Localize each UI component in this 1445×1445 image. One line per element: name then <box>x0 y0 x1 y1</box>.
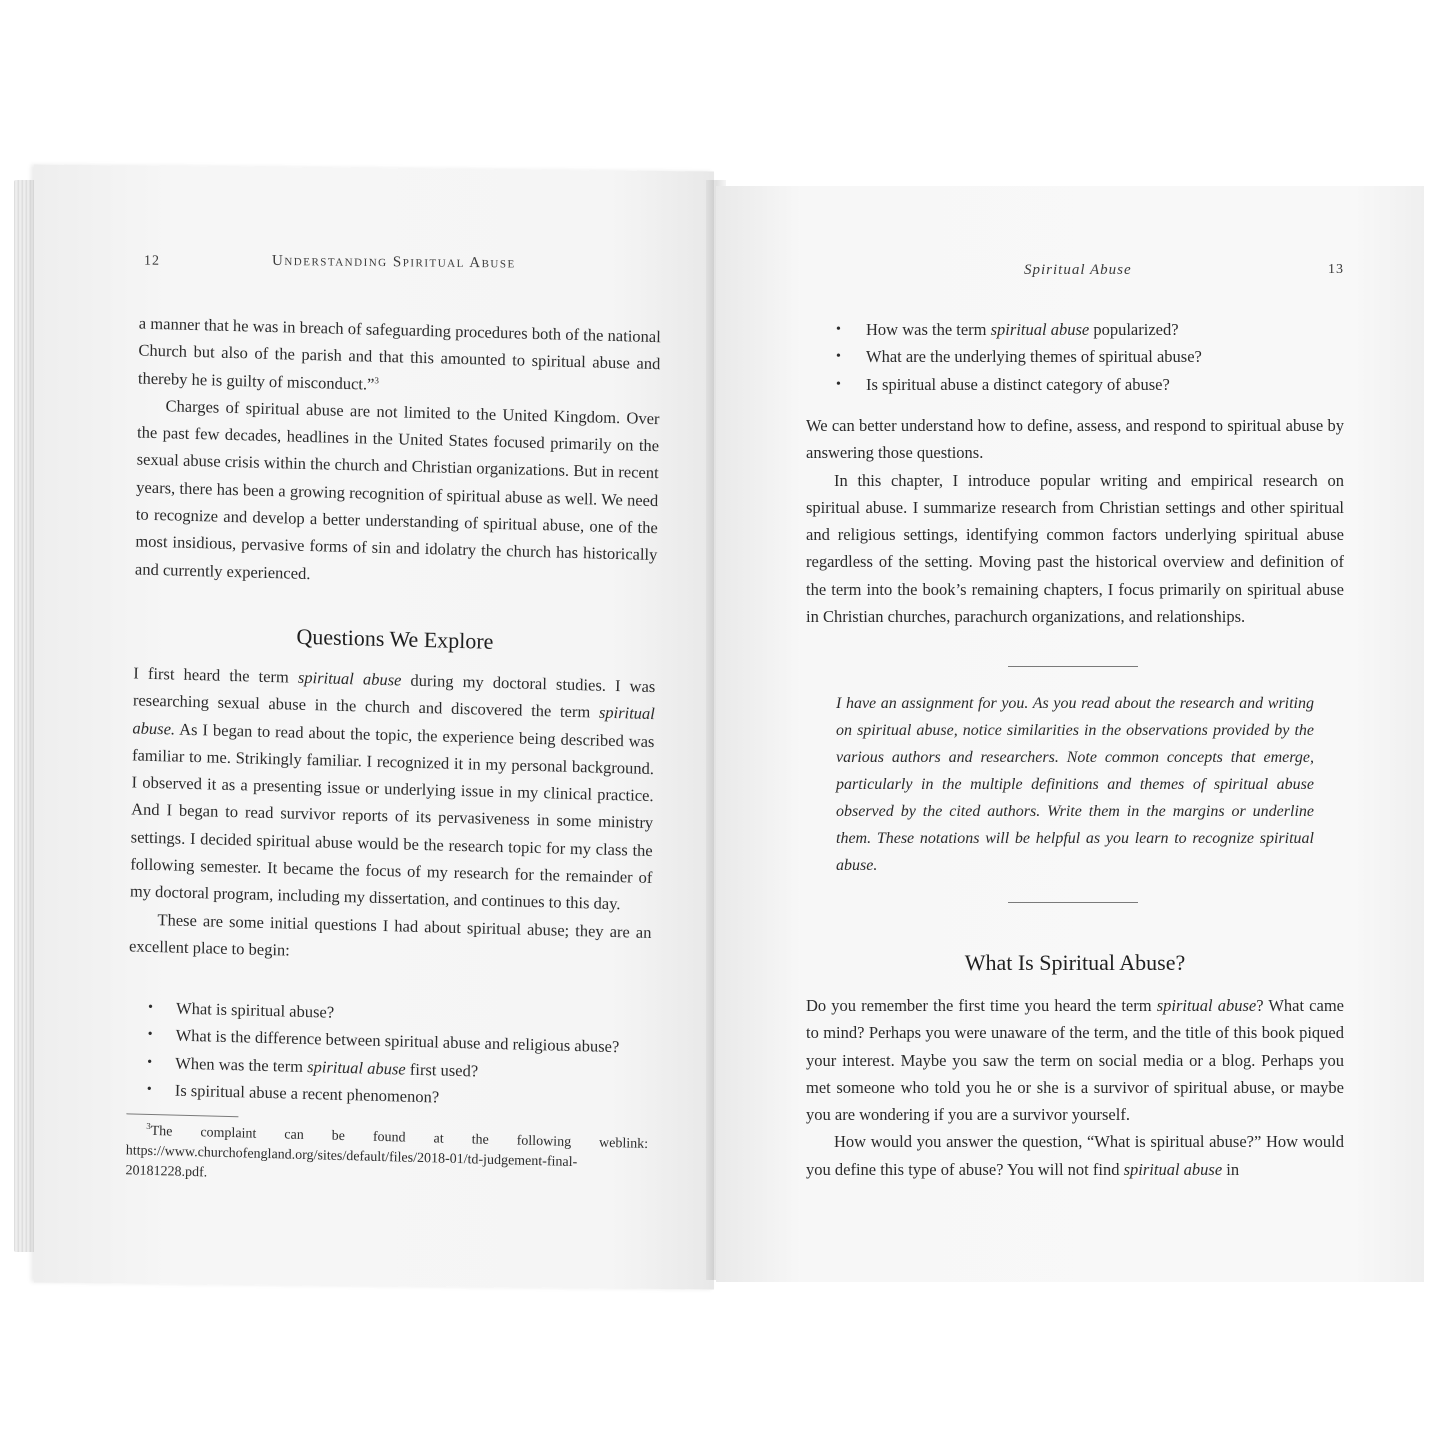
right-page <box>716 186 1424 1282</box>
paragraph: a manner that he was in breach of safeguarding procedures both of the national Church but also of the parish and that this amounted to spiritual abuse and thereby he is guilty of misconduct.”$^3$ <box>137 313 661 394</box>
list-item: • How was the term spiritual abuse popularized? <box>836 320 1179 339</box>
paragraph: In this chapter, I introduce popular writing and empirical research on spiritual abuse. I summarize research from Christian settings and other spiritual and religious settings, identifying common factors underlying spiritual abuse regardless of the setting. Moving past the historical overview and definition of the term into the book’s remaining chapters, I focus primarily on spiritual abuse in Christian churches, parachurch organizations, and relationships. <box>806 470 1344 627</box>
section-heading: What Is Spiritual Abuse? <box>964 950 1186 975</box>
left-page <box>34 164 714 1289</box>
right-page-number: 13 <box>1328 262 1344 277</box>
paragraph: Do you remember the first time you heard the term spiritual abuse? What came to mind? Perhaps you were unaware of the term, and the title of this book piqued your interest. Maybe you saw the term on social media or a blog. Perhaps you met someone who told you he or she is a survivor of spiritual abuse, or maybe you are wondering if you are a survivor yourself. <box>806 996 1344 1125</box>
list-item: • What are the underlying themes of spiritual abuse? <box>836 347 1202 367</box>
list-item: • Is spiritual abuse a distinct category of abuse? <box>836 374 1170 394</box>
footnote-rule <box>126 1113 238 1117</box>
footnote-ref[interactable]: 3 <box>374 374 380 385</box>
list-item: • What is spiritual abuse? <box>147 998 335 1022</box>
list-item: • What is the difference between spiritual abuse and religious abuse? <box>147 1025 620 1057</box>
left-page-number: 12 <box>144 253 160 269</box>
left-running-head: Understanding Spiritual Abuse <box>272 252 516 272</box>
list-item: • Is spiritual abuse a recent phenomenon? <box>146 1080 440 1107</box>
paragraph: We can better understand how to define, assess, and respond to spiritual abuse by answering those questions. <box>806 416 1344 463</box>
question-list <box>836 316 1336 398</box>
right-running-head: Spiritual Abuse <box>1024 262 1132 278</box>
section-heading: Questions We Explore <box>296 623 494 654</box>
paragraph: Charges of spiritual abuse are not limited to the United Kingdom. Over the past few decades, headlines in the United States focused primarily on the sexual abuse crisis within the church and Christian organizations. But in recent years, there has been a growing recognition of spiritual abuse as well. We need to recognize and develop a better understanding of spiritual abuse, one of the most insidious, pervasive forms of sin and idolatry the church has historically and currently experienced. <box>134 396 660 583</box>
paragraph: I first heard the term spiritual abuse during my doctoral studies. I was researching sexual abuse in the church and discovered the term spiritual abuse. As I began to read about the topic, the experience being described was familiar to me. Strikingly familiar. I recognized it in my personal background. I observed it as a presenting issue or underlying issue in my clinical practice. And I began to read survivor reports of its pervasiveness in some ministry settings. I decided spiritual abuse would be the research topic for my class the following semester. It became the focus of my research for the remainder of my doctoral program, including my dissertation, and continues to this day. <box>129 663 656 914</box>
question-list <box>147 994 649 1116</box>
paragraph: These are some initial questions I had about spiritual abuse; they are an excellent place to begin: <box>128 909 652 960</box>
ornament-rule <box>1008 666 1138 667</box>
left-page-body <box>125 250 662 1243</box>
ornament-rule <box>1008 902 1138 903</box>
assignment-callout: I have an assignment for you. As you read about the research and writing on spiritual abuse, notice similarities in the observations provided by the various authors and researchers. Note common concepts that emerge, particularly in the multiple definitions and themes of spiritual abuse observed by the cited authors. Write them in the margins or underline them. These notations will be helpful as you learn to recognize spiritual abuse. <box>836 695 1314 874</box>
footnote: $^3$The complaint can be found at the following weblink: https://www.churchofengland.org/sites/default/files/2018-01/td-judgement-final-20181228.pdf. <box>125 1121 649 1181</box>
paragraph: How would you answer the question, “What is spiritual abuse?” How would you define this type of abuse? You will not find spiritual abuse in <box>806 1132 1344 1179</box>
list-item: • When was the term spiritual abuse first used? <box>147 1053 479 1081</box>
